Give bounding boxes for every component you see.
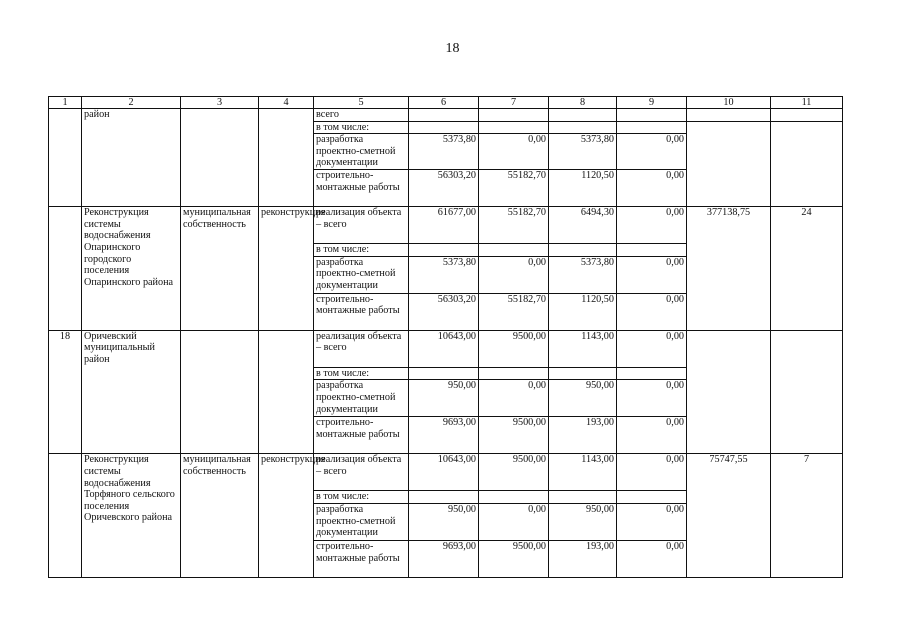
- cell-value: 10643,00: [409, 330, 479, 367]
- cell-value: 5373,80: [409, 256, 479, 293]
- cell-value: [409, 491, 479, 504]
- cell-col11: 7: [771, 454, 843, 578]
- cell-label: разработка проектно-сметной документации: [314, 134, 409, 170]
- cell-col11: [771, 121, 843, 207]
- cell-value: [617, 367, 687, 380]
- cell-label: реализация объекта – всего: [314, 330, 409, 367]
- cell-value: [479, 367, 549, 380]
- cell-value: [617, 491, 687, 504]
- table-row: [49, 454, 843, 491]
- cell-col10: [687, 330, 771, 454]
- cell-value: [617, 109, 687, 122]
- cell-ownership: муниципальная собственность: [181, 454, 259, 578]
- page-number: 18: [445, 41, 460, 56]
- cell-value: [409, 244, 479, 257]
- column-header: 7: [479, 97, 549, 109]
- cell-value: [549, 367, 617, 380]
- cell-value: 1143,00: [549, 330, 617, 367]
- cell-value: [549, 121, 617, 134]
- cell-number: [49, 207, 82, 331]
- cell-value: [409, 109, 479, 122]
- cell-value: 0,00: [617, 256, 687, 293]
- cell-value: 0,00: [479, 503, 549, 540]
- column-header: 9: [617, 97, 687, 109]
- cell-value: 56303,20: [409, 170, 479, 207]
- cell-label: строительно-монтажные работы: [314, 417, 409, 454]
- table-row: [49, 109, 843, 122]
- column-header: 1: [49, 97, 82, 109]
- cell-value: 0,00: [617, 417, 687, 454]
- cell-value: 6494,30: [549, 207, 617, 244]
- cell-value: 56303,20: [409, 293, 479, 330]
- cell-value: 950,00: [409, 503, 479, 540]
- cell-value: 1120,50: [549, 170, 617, 207]
- cell-value: 0,00: [617, 454, 687, 491]
- column-header: 6: [409, 97, 479, 109]
- cell-value: 0,00: [617, 170, 687, 207]
- cell-label: разработка проектно-сметной документации: [314, 503, 409, 540]
- cell-object-name: Реконструкция системы водоснабжения Торфяного сельского поселения Оричевского района: [82, 454, 181, 578]
- cell-work-type: реконструкция: [259, 207, 314, 331]
- cell-ownership: муниципальная собственность: [181, 207, 259, 331]
- cell-value: 5373,80: [409, 134, 479, 170]
- cell-value: 950,00: [549, 380, 617, 417]
- cell-label: всего: [314, 109, 409, 122]
- cell-work-type: [259, 109, 314, 207]
- cell-value: [409, 121, 479, 134]
- cell-value: 950,00: [409, 380, 479, 417]
- column-header: 5: [314, 97, 409, 109]
- cell-label: в том числе:: [314, 491, 409, 504]
- cell-value: [549, 244, 617, 257]
- cell-value: 0,00: [479, 256, 549, 293]
- cell-value: 55182,70: [479, 170, 549, 207]
- cell-value: [549, 491, 617, 504]
- cell-value: 0,00: [617, 330, 687, 367]
- cell-value: [479, 244, 549, 257]
- cell-label: строительно-монтажные работы: [314, 293, 409, 330]
- cell-label: в том числе:: [314, 121, 409, 134]
- cell-value: 0,00: [617, 503, 687, 540]
- column-header: 11: [771, 97, 843, 109]
- cell-value: [617, 121, 687, 134]
- cell-object-name: Реконструкция системы водоснабжения Опаринского городского поселения Опаринского района: [82, 207, 181, 331]
- cell-value: 0,00: [617, 380, 687, 417]
- cell-value: [479, 491, 549, 504]
- column-header: 4: [259, 97, 314, 109]
- cell-value: [409, 367, 479, 380]
- cell-col10: 75747,55: [687, 454, 771, 578]
- cell-col11: [771, 330, 843, 454]
- cell-value: [549, 109, 617, 122]
- cell-number: 18: [49, 330, 82, 454]
- cell-label: разработка проектно-сметной документации: [314, 256, 409, 293]
- cell-label: в том числе:: [314, 367, 409, 380]
- cell-work-type: [259, 330, 314, 454]
- cell-value: 9500,00: [479, 330, 549, 367]
- cell-value: 55182,70: [479, 293, 549, 330]
- column-header: 10: [687, 97, 771, 109]
- cell-value: 0,00: [479, 134, 549, 170]
- column-header: 2: [82, 97, 181, 109]
- cell-value: [617, 244, 687, 257]
- cell-ownership: [181, 330, 259, 454]
- cell-value: 9500,00: [479, 454, 549, 491]
- cell-object-name: район: [82, 109, 181, 207]
- cell-value: 9500,00: [479, 417, 549, 454]
- cell-value: 9500,00: [479, 540, 549, 577]
- cell-number: [49, 109, 82, 207]
- cell-value: [479, 121, 549, 134]
- column-header: 3: [181, 97, 259, 109]
- cell-label: в том числе:: [314, 244, 409, 257]
- cell-value: 55182,70: [479, 207, 549, 244]
- cell-number: [49, 454, 82, 578]
- cell-value: 193,00: [549, 540, 617, 577]
- cell-value: 193,00: [549, 417, 617, 454]
- cell-value: 950,00: [549, 503, 617, 540]
- cell-value: 5373,80: [549, 256, 617, 293]
- cell-value: 0,00: [617, 293, 687, 330]
- cell-value: 10643,00: [409, 454, 479, 491]
- cell-value: 0,00: [479, 380, 549, 417]
- cell-label: реализация объекта – всего: [314, 454, 409, 491]
- table-row: [49, 330, 843, 367]
- cell-label: строительно-монтажные работы: [314, 170, 409, 207]
- cell-col11: 24: [771, 207, 843, 331]
- cell-col10: [687, 121, 771, 207]
- cell-value: 1120,50: [549, 293, 617, 330]
- table-row: [49, 207, 843, 244]
- cell-col11: [771, 109, 843, 122]
- cell-label: разработка проектно-сметной документации: [314, 380, 409, 417]
- cell-work-type: реконструкция: [259, 454, 314, 578]
- cell-label: строительно-монтажные работы: [314, 540, 409, 577]
- cell-value: 0,00: [617, 134, 687, 170]
- cell-value: 61677,00: [409, 207, 479, 244]
- column-header: 8: [549, 97, 617, 109]
- cell-value: [479, 109, 549, 122]
- cell-ownership: [181, 109, 259, 207]
- cell-value: 0,00: [617, 540, 687, 577]
- cell-label: реализация объекта – всего: [314, 207, 409, 244]
- cell-value: 0,00: [617, 207, 687, 244]
- budget-table: [48, 96, 843, 578]
- cell-value: 9693,00: [409, 417, 479, 454]
- cell-object-name: Оричевский муниципальный район: [82, 330, 181, 454]
- header-row: [49, 97, 843, 109]
- cell-col10: 377138,75: [687, 207, 771, 331]
- cell-col10: [687, 109, 771, 122]
- cell-value: 1143,00: [549, 454, 617, 491]
- cell-value: 5373,80: [549, 134, 617, 170]
- cell-value: 9693,00: [409, 540, 479, 577]
